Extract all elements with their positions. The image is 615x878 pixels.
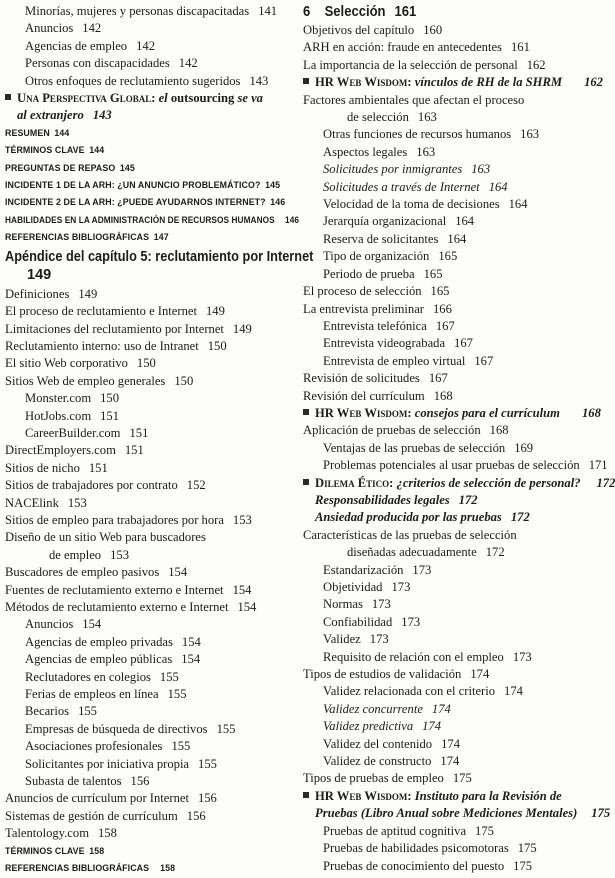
toc-entry: Ansiedad producida por las pruebas 172 <box>315 510 530 525</box>
toc-entry-title: Solicitudes por inmigrantes <box>323 162 463 177</box>
toc-entry-page: 166 <box>433 301 452 316</box>
characteristics-entries <box>303 562 595 788</box>
toc-entry-page: 165 <box>423 266 443 281</box>
toc-entry <box>5 512 297 529</box>
toc-entry-page: 164 <box>508 197 528 212</box>
toc-entry-title: Asociaciones profesionales <box>25 739 163 754</box>
toc-entry <box>303 562 595 579</box>
toc-entry-title: Estandarización <box>323 562 404 577</box>
toc-right-column <box>303 3 615 875</box>
toc-entry-cont: de empleo 153 <box>49 547 129 562</box>
toc-entry-page: 175 <box>513 858 533 873</box>
toc-entry-page: 155 <box>159 669 179 684</box>
toc-entry-page: 163 <box>416 144 436 159</box>
toc-entry <box>303 301 595 318</box>
toc-entry <box>5 321 297 338</box>
toc-entry-page: 171 <box>588 458 608 473</box>
toc-entry <box>5 408 297 425</box>
toc-entry: La importancia de la selección de personal 162 <box>303 57 546 72</box>
toc-entry <box>303 144 595 161</box>
toc-entry <box>5 790 297 807</box>
toc-entry <box>303 353 595 370</box>
toc-entry <box>5 442 297 459</box>
toc-entry <box>303 126 595 143</box>
toc-entry-page: 165 <box>438 249 458 264</box>
square-bullet-icon <box>303 409 309 415</box>
toc-entry-title: El proceso de reclutamiento e Internet <box>5 304 197 319</box>
toc-entry-title: Normas <box>323 597 363 612</box>
toc-entry-title: Objetividad <box>323 580 383 594</box>
toc-entry-page: 167 <box>428 371 448 386</box>
hr-web-wisdom-institute: HR Web Wisdom: Instituto para la Revisión de <box>303 788 595 805</box>
toc-entry-page: 167 <box>454 336 473 351</box>
toc-entry <box>5 582 297 599</box>
square-bullet-icon <box>303 479 309 485</box>
toc-entry-title: Tipos de estudios de validación <box>303 667 462 682</box>
hr-web-wisdom-resume: HR Web Wisdom: consejos para el currículum 168 <box>303 405 595 422</box>
toc-entry-page: 150 <box>136 356 156 371</box>
toc-entry <box>5 634 297 651</box>
toc-entry <box>5 303 297 320</box>
toc-entry-page: 173 <box>412 562 432 577</box>
toc-entry-page: 167 <box>474 353 494 368</box>
toc-entry-page: 149 <box>78 286 98 301</box>
toc-entry <box>5 286 297 303</box>
toc-entry-title: El sitio Web corporativo <box>5 356 128 371</box>
toc-entry-title: Entrevista videograbada <box>323 336 446 351</box>
toc-entry-page: 164 <box>447 231 467 246</box>
appendix-entries <box>5 286 297 530</box>
toc-entry <box>5 669 297 686</box>
toc-entry-title: Sistemas de gestión de currículum <box>5 808 178 823</box>
toc-entry: Características de las pruebas de selección <box>303 527 517 542</box>
toc-entry-page: 152 <box>186 478 206 493</box>
toc-entry <box>303 858 595 875</box>
toc-entry-page: 158 <box>98 826 117 841</box>
toc-entry-page: 149 <box>205 304 225 319</box>
toc-entry <box>5 721 297 738</box>
toc-entry-title: Tipo de organización <box>323 249 430 264</box>
toc-entry <box>5 355 297 372</box>
toc-entry <box>303 213 595 230</box>
toc-entry <box>5 651 297 668</box>
toc-entry-page: 174 <box>440 754 460 769</box>
square-bullet-icon <box>5 94 11 100</box>
toc-entry <box>303 666 595 683</box>
toc-entry <box>5 373 297 390</box>
toc-entry-page: 174 <box>441 736 460 751</box>
hr-web-wisdom-institute-cont: Pruebas (Libro Anual sobre Mediciones Mentales) 175 <box>315 806 611 821</box>
toc-entry-title: Empresas de búsqueda de directivos <box>25 721 208 736</box>
section-habilidades: HABILIDADES EN LA ADMINISTRACIÓN DE RECURSOS HUMANOS 146 <box>5 214 300 226</box>
toc-entry-page: 164 <box>488 179 508 194</box>
toc-entry <box>5 338 297 355</box>
toc-entry-page: 173 <box>512 649 532 664</box>
toc-entry-page: 163 <box>471 162 491 177</box>
toc-entry-page: 169 <box>514 440 534 455</box>
toc-entry-page: 156 <box>130 774 150 789</box>
toc-entry-title: Ferias de empleos en línea <box>25 687 159 702</box>
toc-entry-page: 174 <box>470 667 490 682</box>
toc-entry-page: 173 <box>401 614 421 629</box>
toc-entry <box>303 649 595 666</box>
toc-entry-title: Limitaciones del reclutamiento por Internet <box>5 321 224 336</box>
toc-entry <box>303 683 595 700</box>
toc-entry <box>303 440 595 457</box>
toc-entry-title: Buscadores de empleo pasivos <box>5 565 160 580</box>
toc-entry-page: 151 <box>129 425 149 440</box>
toc-entry <box>303 266 595 283</box>
toc-entry <box>303 596 595 613</box>
toc-entry <box>303 614 595 631</box>
toc-entry <box>303 770 595 787</box>
toc-entry-page: 149 <box>232 321 252 336</box>
toc-entry <box>303 840 595 857</box>
toc-entry-title: Revisión de solicitudes <box>303 371 420 386</box>
toc-entry-title: Reclutamiento interno: uso de Intranet <box>5 338 199 353</box>
toc-entry-page: 167 <box>435 318 455 333</box>
toc-entry <box>5 477 297 494</box>
toc-entry <box>303 318 595 335</box>
toc-entry-page: 173 <box>369 632 389 647</box>
toc-entry-page: 155 <box>198 756 217 771</box>
toc-entry-title: Validez predictiva <box>323 719 414 734</box>
toc-entry-title: Solicitantes por iniciativa propia <box>25 756 190 771</box>
toc-entry-title: Periodo de prueba <box>323 266 415 281</box>
toc-entry <box>303 283 595 300</box>
section-referencias-appendix: REFERENCIAS BIBLIOGRÁFICAS 158 <box>5 863 176 875</box>
toc-entry-page: 156 <box>197 791 217 806</box>
toc-entry-title: NACElink <box>5 495 59 510</box>
toc-entry <box>303 179 595 196</box>
toc-entry-title: Anuncios <box>25 617 74 632</box>
toc-entry-title: Pruebas de aptitud cognitiva <box>323 823 467 838</box>
toc-entry-page: 174 <box>422 719 442 734</box>
section-terminos-clave: TÉRMINOS CLAVE 144 <box>5 145 105 157</box>
toc-entry-title: Agencias de empleo privadas <box>25 634 173 649</box>
toc-entry-title: Reserva de solicitantes <box>323 231 439 246</box>
toc-entry-page: 151 <box>88 460 108 475</box>
square-bullet-icon <box>303 792 309 798</box>
toc-entry-page: 168 <box>433 388 453 403</box>
global-perspective-feature-cont: al extranjero 143 <box>17 108 112 123</box>
toc-left-column <box>5 3 314 878</box>
toc-entry <box>303 718 595 735</box>
toc-entry <box>5 564 297 581</box>
toc-entry <box>5 756 297 773</box>
toc-entry-page: 174 <box>431 701 451 716</box>
toc-entry-page: 156 <box>186 808 206 823</box>
toc-entry-title: La entrevista preliminar <box>303 301 424 316</box>
toc-entry-page: 155 <box>78 704 97 719</box>
toc-entry <box>5 738 297 755</box>
toc-entry-page: 151 <box>124 443 144 458</box>
toc-entry-title: Definiciones <box>5 286 70 301</box>
toc-entry-page: 174 <box>504 684 523 699</box>
toc-entry: Minorías, mujeres y personas discapacitadas 141 <box>25 4 278 18</box>
toc-entry <box>303 248 595 265</box>
toc-entry-page: 175 <box>475 823 494 838</box>
toc-entry-page: 154 <box>181 634 201 649</box>
toc-entry <box>303 370 595 387</box>
toc-entry-page: 154 <box>168 565 188 580</box>
toc-entry: Objetivos del capítulo 160 <box>303 23 443 37</box>
toc-entry-page: 155 <box>167 687 187 702</box>
toc-entry-page: 165 <box>430 284 450 299</box>
toc-entry-page: 155 <box>216 721 236 736</box>
section-terminos-clave-appendix: TÉRMINOS CLAVE 158 <box>5 845 105 857</box>
toc-entry-title: Validez relacionada con el criterio <box>323 684 496 699</box>
toc-entry-title: Revisión del currículum <box>303 388 425 403</box>
toc-entry-title: Validez de constructo <box>323 754 432 769</box>
toc-entry-title: Problemas potenciales al usar pruebas de selección <box>323 458 580 473</box>
toc-entry: ARH en acción: fraude en antecedentes 161 <box>303 40 530 55</box>
global-perspective-feature: Una Perspectiva Global: el outsourcing se va <box>5 90 297 107</box>
toc-entry-page: 154 <box>82 617 102 632</box>
chapter-heading: 6 Selección 161 <box>303 4 417 20</box>
toc-entry-title: Ventajas de las pruebas de selección <box>323 440 506 455</box>
section-incidente-1: INCIDENTE 1 DE LA ARH: ¿UN ANUNCIO PROBLEMÁTICO? 145 <box>5 180 281 192</box>
toc-entry <box>5 686 297 703</box>
toc-entry-title: Confiabilidad <box>323 614 393 629</box>
toc-entry-title: HotJobs.com <box>25 408 92 423</box>
toc-entry-page: 154 <box>181 652 201 667</box>
section-incidente-2: INCIDENTE 2 DE LA ARH: ¿PUEDE AYUDARNOS INTERNET? 146 <box>5 197 286 209</box>
toc-entry-title: El proceso de selección <box>303 284 422 299</box>
toc-entry-title: Fuentes de reclutamiento externo e Internet <box>5 582 224 597</box>
toc-entry: Anuncios 142 <box>25 21 102 36</box>
toc-entry: Responsabilidades legales 172 <box>315 492 478 507</box>
section-referencias: REFERENCIAS BIBLIOGRÁFICAS 147 <box>5 232 169 244</box>
toc-entry-title: Sitios de empleo para trabajadores por hora <box>5 512 224 527</box>
toc-entry-title: Sitios de nicho <box>5 460 80 475</box>
toc-entry-page: 164 <box>455 214 475 229</box>
toc-entry <box>303 753 595 770</box>
toc-entry-title: Agencias de empleo públicas <box>25 652 173 667</box>
toc-entry <box>303 457 608 474</box>
toc-entry-page: 173 <box>391 580 411 594</box>
toc-entry <box>303 196 595 213</box>
toc-entry-title: Becarios <box>25 704 70 719</box>
testing-entries <box>303 422 608 474</box>
toc-entry-title: Validez concurrente <box>323 701 423 716</box>
toc-entry <box>303 422 595 439</box>
toc-entry-page: 175 <box>517 841 537 856</box>
ethical-dilemma-feature: Dilema Ético: ¿criterios de selección de personal? 172 <box>303 475 595 492</box>
toc-entry <box>5 460 297 477</box>
toc-entry <box>303 161 595 178</box>
toc-entry <box>303 701 595 718</box>
toc-entry-title: Sitios Web de empleo generales <box>5 373 166 388</box>
appendix-page: 149 <box>27 266 52 283</box>
toc-entry <box>5 425 297 442</box>
toc-entry: Diseño de un sitio Web para buscadores <box>5 530 206 545</box>
hr-web-wisdom-shrm: HR Web Wisdom: vínculos de RH de la SHRM 162 <box>303 74 595 91</box>
toc-entry-page: 163 <box>520 127 540 142</box>
toc-entry <box>303 579 595 596</box>
test-type-entries <box>303 823 595 875</box>
toc-entry-title: Entrevista de empleo virtual <box>323 353 466 368</box>
toc-entry <box>303 335 595 352</box>
toc-entry-page: 173 <box>371 597 391 612</box>
toc-entry <box>5 703 297 720</box>
toc-entry-title: Solicitudes a través de Internet <box>323 179 480 194</box>
toc-entry <box>5 773 297 790</box>
toc-entry-title: Pruebas de conocimiento del puesto <box>323 858 505 873</box>
toc-entry-page: 175 <box>452 771 472 786</box>
toc-entry-title: Monster.com <box>25 391 92 406</box>
toc-entry-title: Validez <box>323 632 361 647</box>
toc-entry-page: 154 <box>232 582 252 597</box>
appendix-entries-2 <box>5 564 297 843</box>
toc-entry: Factores ambientales que afectan el proceso <box>303 92 525 107</box>
toc-entry-title: Jerarquía organizacional <box>323 214 447 229</box>
toc-entry-title: Aplicación de pruebas de selección <box>303 423 481 438</box>
toc-entry-title: Pruebas de habilidades psicomotoras <box>323 841 509 856</box>
section-preguntas-repaso: PREGUNTAS DE REPASO 145 <box>5 162 135 174</box>
toc-entry-title: Entrevista telefónica <box>323 318 427 333</box>
process-entries <box>303 283 595 405</box>
toc-entry-page: 150 <box>207 338 227 353</box>
toc-entry <box>5 599 297 616</box>
toc-entry-title: Otras funciones de recursos humanos <box>323 127 512 142</box>
toc-entry-page: 150 <box>100 391 120 406</box>
toc-entry-page: 150 <box>174 373 194 388</box>
toc-entry <box>5 825 297 842</box>
toc-entry: Personas con discapacidades 142 <box>25 56 198 71</box>
toc-entry-title: Validez del contenido <box>323 736 433 751</box>
toc-entry: Agencias de empleo 142 <box>25 38 155 53</box>
toc-entry-title: Tipos de pruebas de empleo <box>303 771 444 786</box>
env-factor-entries <box>303 126 595 283</box>
toc-entry-cont: diseñadas adecuadamente 172 <box>347 545 505 560</box>
toc-entry: Otros enfoques de reclutamiento sugeridos 143 <box>25 73 269 88</box>
toc-entry-page: 154 <box>237 600 257 614</box>
toc-entry-cont: de selección 163 <box>347 110 437 125</box>
toc-entry-page: 151 <box>100 408 120 423</box>
toc-entry-title: Requisito de relación con el empleo <box>323 649 504 664</box>
toc-entry <box>5 616 297 633</box>
toc-entry-title: Talentology.com <box>5 826 89 841</box>
toc-entry <box>303 736 595 753</box>
appendix-title: Apéndice del capítulo 5: reclutamiento por Internet <box>5 248 314 265</box>
toc-entry <box>303 823 595 840</box>
toc-entry-page: 153 <box>67 495 87 510</box>
section-resumen: RESUMEN 144 <box>5 127 70 139</box>
square-bullet-icon <box>303 78 309 84</box>
toc-entry-title: Aspectos legales <box>323 144 408 159</box>
toc-entry-title: DirectEmployers.com <box>5 443 116 458</box>
toc-entry-title: Subasta de talentos <box>25 774 122 789</box>
toc-entry-title: CareerBuilder.com <box>25 425 121 440</box>
toc-entry <box>303 631 595 648</box>
toc-entry <box>5 808 297 825</box>
toc-entry-title: Métodos de reclutamiento externo e Internet <box>5 600 229 614</box>
toc-entry <box>5 495 297 512</box>
toc-entry <box>5 390 297 407</box>
toc-entry-page: 155 <box>171 739 191 754</box>
toc-entry-title: Reclutadores en colegios <box>25 669 151 684</box>
toc-entry <box>303 231 595 248</box>
toc-entry-title: Anuncios de currículum por Internet <box>5 791 189 806</box>
toc-entry-title: Sitios de trabajadores por contrato <box>5 478 178 493</box>
toc-entry-title: Velocidad de la toma de decisiones <box>323 197 500 212</box>
toc-entry-page: 153 <box>232 512 252 527</box>
toc-entry-page: 168 <box>489 423 509 438</box>
toc-entry <box>303 388 595 405</box>
